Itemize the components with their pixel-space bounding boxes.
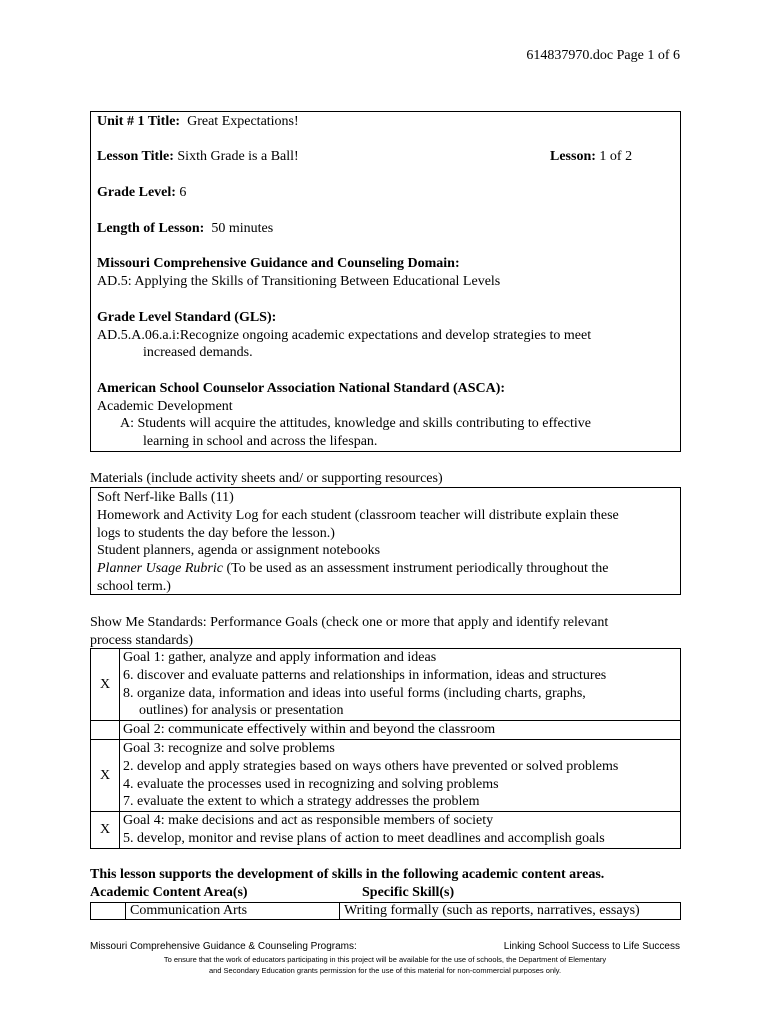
goal-check-mark: X: [91, 812, 120, 849]
material-item: Planner Usage Rubric (To be used as an assessment instrument periodically throughout the: [97, 561, 609, 576]
domain-heading: Missouri Comprehensive Guidance and Counseling Domain:: [97, 256, 460, 271]
unit-title-line: Unit # 1 Title: Great Expectations!: [97, 114, 299, 129]
academic-content-intro: This lesson supports the development of skills in the following academic content areas.: [90, 867, 605, 882]
materials-label: Materials (include activity sheets and/ or supporting resources): [90, 471, 443, 486]
goal-row: [91, 812, 681, 849]
goal-row: [91, 649, 681, 721]
lesson-title-line: Lesson Title: Sixth Grade is a Ball!: [97, 149, 299, 164]
domain-value: AD.5: Applying the Skills of Transitioning Between Educational Levels: [97, 274, 501, 289]
show-me-standards-label: Show Me Standards: Performance Goals (check one or more that apply and identify relevant process standards): [90, 615, 609, 648]
asca-heading: American School Counselor Association National Standard (ASCA):: [97, 381, 506, 396]
lesson-length-line: Length of Lesson: 50 minutes: [97, 221, 274, 236]
grade-level-line: Grade Level: 6: [97, 185, 187, 200]
material-item: logs to students the day before the lesson.): [97, 526, 335, 541]
lesson-title: Sixth Grade is a Ball!: [177, 149, 299, 164]
academic-check-mark: [91, 903, 126, 920]
asca-line-1: A: Students will acquire the attitudes, knowledge and skills contributing to effective: [120, 416, 591, 431]
lesson-length: 50 minutes: [211, 221, 274, 236]
goal-text: Goal 2: communicate effectively within and beyond the classroom: [120, 721, 681, 740]
gls-line-1: AD.5.A.06.a.i:Recognize ongoing academic expectations and develop strategies to meet: [97, 328, 592, 343]
gls-heading: Grade Level Standard (GLS):: [97, 310, 277, 325]
material-item: Student planners, agenda or assignment notebooks: [97, 543, 381, 558]
footer-left: Missouri Comprehensive Guidance & Counseling Programs:: [90, 941, 357, 952]
academic-area: Communication Arts: [126, 903, 340, 920]
page-header: 614837970.doc Page 1 of 6: [526, 48, 680, 63]
goal-text: Goal 3: recognize and solve problems 2. develop and apply strategies based on ways others have prevented or solved problems 4. evaluate the processes used in recognizing and solving problems 7. evaluate the extent to which a strategy addresses the problem: [120, 739, 681, 811]
material-item: school term.): [97, 579, 171, 594]
performance-goals-table: [90, 648, 681, 849]
goal-text: Goal 4: make decisions and act as responsible members of society 5. develop, monitor and revise plans of action to meet deadlines and accomplish goals: [120, 812, 681, 849]
lesson-number: 1 of 2: [599, 149, 633, 164]
goal-row: [91, 739, 681, 811]
goal-check-mark: X: [91, 739, 120, 811]
material-item: Soft Nerf-like Balls (11): [97, 490, 234, 505]
footer-fine-print-1: To ensure that the work of educators participating in this project will be available for the use of schools, the Department of Elementary: [163, 955, 607, 964]
materials-box: [90, 487, 681, 595]
unit-info-box: [90, 111, 681, 452]
goal-row: [91, 721, 681, 740]
goal-check-mark: [91, 721, 120, 740]
material-item: Homework and Activity Log for each student (classroom teacher will distribute explain these: [97, 508, 619, 523]
specific-skill: Writing formally (such as reports, narratives, essays): [340, 903, 681, 920]
academic-content-table: [90, 902, 681, 920]
asca-line-2: learning in school and across the lifespan.: [143, 434, 378, 449]
lesson-number-line: Lesson: 1 of 2: [550, 149, 633, 164]
rubric-title: Planner Usage Rubric: [97, 561, 223, 576]
asca-area: Academic Development: [97, 399, 233, 414]
footer-fine-print-2: and Secondary Education grants permission for the use of this material for non-commercial purposes only.: [208, 966, 562, 975]
table-row: [91, 903, 681, 920]
unit-title: Great Expectations!: [187, 114, 299, 129]
gls-line-2: increased demands.: [143, 345, 253, 360]
footer-right: Linking School Success to Life Success: [503, 941, 680, 952]
goal-text: Goal 1: gather, analyze and apply information and ideas 6. discover and evaluate patterns and relationships in information, ideas and structures 8. organize data, information and ideas into useful forms (including charts, graphs, outlines) for analysis or presentation: [120, 649, 681, 721]
specific-skill-heading: Specific Skill(s): [362, 885, 455, 900]
goal-check-mark: X: [91, 649, 120, 721]
grade-level: 6: [179, 185, 187, 200]
academic-area-heading: Academic Content Area(s): [90, 885, 248, 900]
